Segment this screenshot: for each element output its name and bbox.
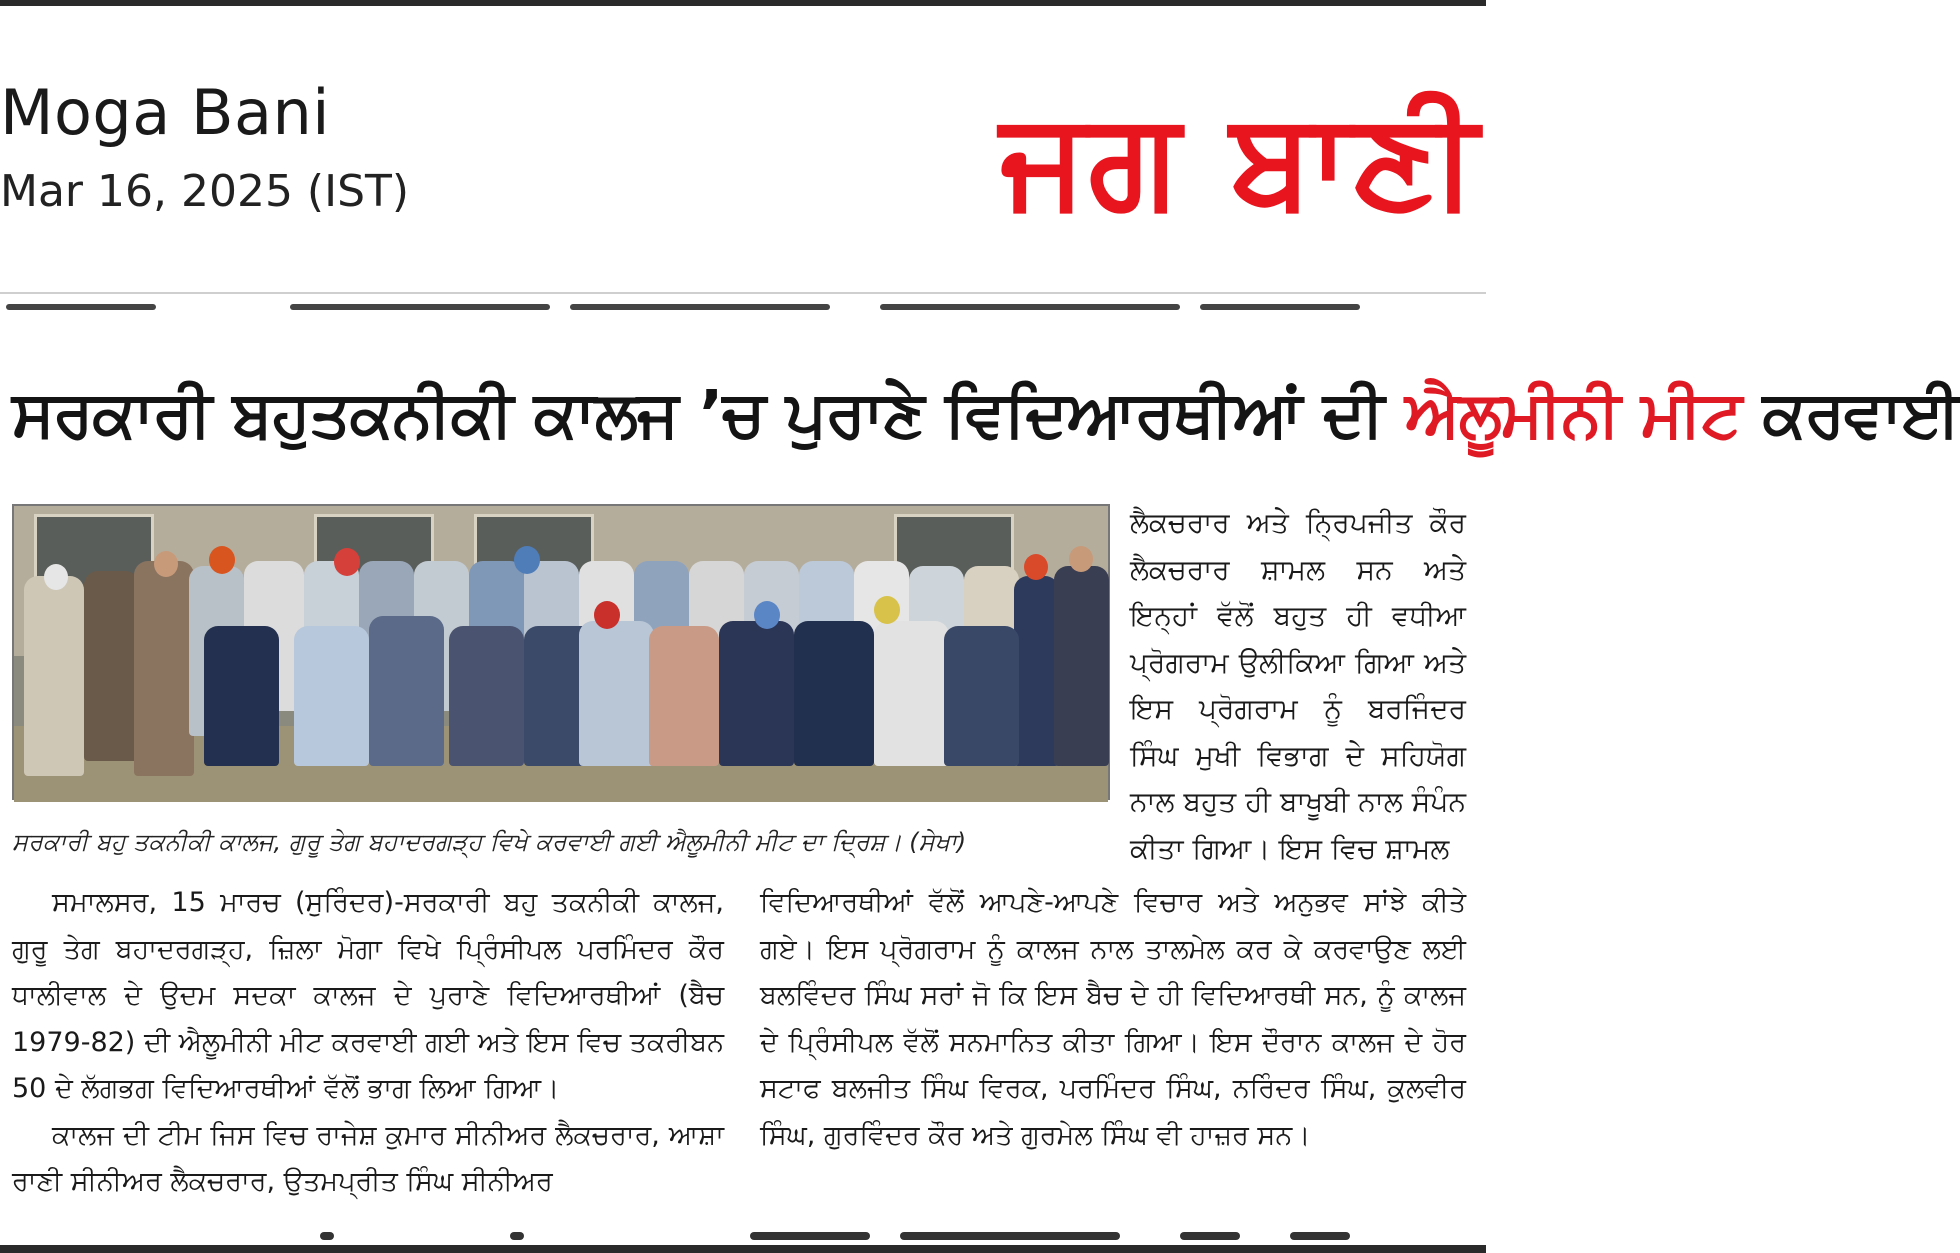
article-headline	[12, 360, 1960, 470]
headline-highlight: ਐਲੂਮੀਨੀ ਮੀਟ	[1404, 378, 1742, 452]
article-column-middle	[760, 880, 1466, 1200]
headline-text: ਸਰਕਾਰੀ ਬਹੁਤਕਨੀਕੀ ਕਾਲਜ ’ਚ ਪੁਰਾਣੇ ਵਿਦਿਆਰਥੀਆਂ ਦੀ	[12, 378, 1405, 452]
article-column-right: ਲੈਕਚਰਾਰ ਅਤੇ ਨ੍ਰਿਪਜੀਤ ਕੌਰ ਲੈਕਚਰਾਰ ਸ਼ਾਮਲ ਸਨ ਅਤੇ ਇਨ੍ਹਾਂ ਵੱਲੋਂ ਬਹੁਤ ਹੀ ਵਧੀਆ ਪ੍ਰੋਗਰਾਮ ਉਲੀਕਿਆ ਗਿਆ ਅਤੇ ਇਸ ਪ੍ਰੋਗਰਾਮ ਨੂੰ ਬਰਜਿੰਦਰ ਸਿੰਘ ਮੁਖੀ ਵਿਭਾਗ ਦੇ ਸਹਿਯੋਗ ਨਾਲ ਬਹੁਤ ਹੀ ਬਾਖੂਬੀ ਨਾਲ ਸੰਪੰਨ ਕੀਤਾ ਗਿਆ। ਇਸ ਵਿਚ ਸ਼ਾਮਲ	[1130, 506, 1466, 865]
article-paragraph-3: ਵਿਦਿਆਰਥੀਆਂ ਵੱਲੋਂ ਆਪਣੇ-ਆਪਣੇ ਵਿਚਾਰ ਅਤੇ ਅਨੁਭਵ ਸਾਂਝੇ ਕੀਤੇ ਗਏ। ਇਸ ਪ੍ਰੋਗਰਾਮ ਨੂੰ ਕਾਲਜ ਨਾਲ ਤਾਲਮੇਲ ਕਰ ਕੇ ਕਰਵਾਉਣ ਲਈ ਬਲਵਿੰਦਰ ਸਿੰਘ ਸਰਾਂ ਜੋ ਕਿ ਇਸ ਬੈਚ ਦੇ ਹੀ ਵਿਦਿਆਰਥੀ ਸਨ, ਨੂੰ ਕਾਲਜ ਦੇ ਪ੍ਰਿੰਸੀਪਲ ਵੱਲੋਂ ਸਨਮਾਨਿਤ ਕੀਤਾ ਗਿਆ। ਇਸ ਦੌਰਾਨ ਕਾਲਜ ਦੇ ਹੋਰ ਸਟਾਫ ਬਲਜੀਤ ਸਿੰਘ ਵਿਰਕ, ਪਰਮਿੰਦਰ ਸਿੰਘ, ਨਰਿੰਦਰ ਸਿੰਘ, ਕੁਲਵੀਰ ਸਿੰਘ, ਗੁਰਵਿੰਦਰ ਕੌਰ ਅਤੇ ਗੁਰਮੇਲ ਸਿੰਘ ਵੀ ਹਾਜ਼ਰ ਸਨ।	[760, 887, 1466, 1151]
article-paragraph-1: ਸਮਾਲਸਰ, 15 ਮਾਰਚ (ਸੁਰਿੰਦਰ)-ਸਰਕਾਰੀ ਬਹੁ ਤਕਨੀਕੀ ਕਾਲਜ, ਗੁਰੂ ਤੇਗ ਬਹਾਦਰਗੜ੍ਹ, ਜ਼ਿਲਾ ਮੋਗਾ ਵਿਖੇ ਪ੍ਰਿੰਸੀਪਲ ਪਰਮਿੰਦਰ ਕੌਰ ਧਾਲੀਵਾਲ ਦੇ ਉਦਮ ਸਦਕਾ ਕਾਲਜ ਦੇ ਪੁਰਾਣੇ ਵਿਦਿਆਰਥੀਆਂ (ਬੈਚ 1979-82) ਦੀ ਐਲੂਮੀਨੀ ਮੀਟ ਕਰਵਾਈ ਗਈ ਅਤੇ ਇਸ ਵਿਚ ਤਕਰੀਬਨ 50 ਦੇ ਲੱਗਭਗ ਵਿਦਿਆਰਥੀਆਂ ਵੱਲੋਂ ਭਾਗ ਲਿਆ ਗਿਆ।	[12, 887, 724, 1104]
photo-caption: ਸਰਕਾਰੀ ਬਹੁ ਤਕਨੀਕੀ ਕਾਲਜ, ਗੁਰੂ ਤੇਗ ਬਹਾਦਰਗੜ੍ਹ ਵਿਖੇ ਕਰਵਾਈ ਗਈ ਐਲੂਮੀਨੀ ਮੀਟ ਦਾ ਦ੍ਰਿਸ਼। (ਸੇਖਾ)	[12, 828, 967, 856]
article-paragraph-2: ਕਾਲਜ ਦੀ ਟੀਮ ਜਿਸ ਵਿਚ ਰਾਜੇਸ਼ ਕੁਮਾਰ ਸੀਨੀਅਰ ਲੈਕਚਰਾਰ, ਆਸ਼ਾ ਰਾਣੀ ਸੀਨੀਅਰ ਲੈਕਚਰਾਰ, ਉਤਮਪ੍ਰੀਤ ਸਿੰਘ ਸੀਨੀਅਰ	[12, 1119, 724, 1197]
group-photo	[12, 504, 1110, 800]
headline-end: ਕਰਵਾਈ	[1741, 378, 1960, 452]
cropped-bottom-strip	[0, 1224, 1486, 1244]
header-divider	[0, 292, 1486, 294]
top-border	[0, 0, 1486, 6]
bottom-border	[0, 1245, 1486, 1253]
publication-name: Moga Bani	[0, 76, 331, 149]
newspaper-masthead: ਜਗ ਬਾਣੀ	[1000, 83, 1480, 237]
cropped-text-strip	[0, 298, 1486, 316]
article-column-left	[12, 880, 724, 1200]
publication-date: Mar 16, 2025 (IST)	[0, 166, 410, 217]
